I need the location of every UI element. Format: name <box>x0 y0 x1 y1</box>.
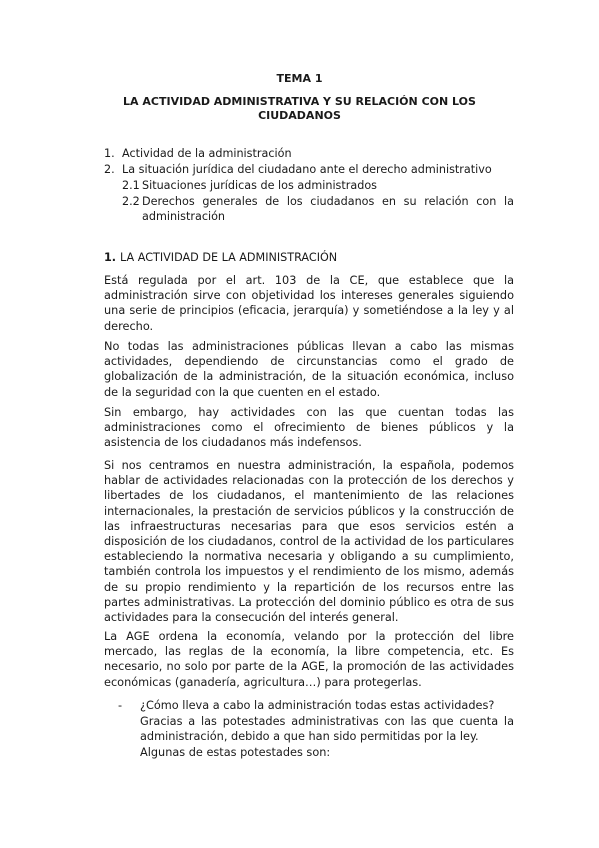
bullet-dash: - <box>118 699 123 712</box>
tema-heading: TEMA 1 <box>276 72 323 85</box>
paragraph: La AGE ordena la economía, velando por la protección del libre mercado, las reglas de la economía, la libre competencia, etc. Es necesario, no solo por parte de la AGE, la promoción de las actividades económicas (ganadería, agricultura…) para protegerlas. <box>104 630 514 689</box>
toc-subitem-text: Derechos generales de los ciudadanos en su relación con la administración <box>142 195 514 223</box>
toc-subitem-number: 2.1 <box>122 179 140 192</box>
toc-item <box>104 146 514 161</box>
toc-item-text: La situación jurídica del ciudadano ante el derecho administrativo <box>122 163 492 176</box>
title-line-1: LA ACTIVIDAD ADMINISTRATIVA Y SU RELACIÓN CON LOS <box>123 95 476 108</box>
bullet-item <box>118 698 514 760</box>
section-heading <box>104 250 337 265</box>
bullet-line: ¿Cómo lleva a cabo la administración todas estas actividades? <box>140 699 495 712</box>
table-of-contents <box>104 146 514 225</box>
toc-item <box>104 162 514 177</box>
toc-subitem-text: Situaciones jurídicas de los administrados <box>142 179 377 192</box>
toc-subitem-number: 2.2 <box>122 195 140 208</box>
paragraph: Sin embargo, hay actividades con las que cuentan todas las administraciones como el ofrecimiento de bienes públicos y la asistencia de los ciudadanos más indefensos. <box>104 406 514 450</box>
paragraph: No todas las administraciones públicas llevan a cabo las mismas actividades, dependiendo de circunstancias como el grado de globalización de la administración, de la situación económica, incluso de la seguridad con la que cuenten en el estado. <box>104 340 514 399</box>
toc-item-number: 1. <box>104 147 115 160</box>
section-title: LA ACTIVIDAD DE LA ADMINISTRACIÓN <box>120 251 338 264</box>
paragraph: Está regulada por el art. 103 de la CE, que establece que la administración sirve con objetividad los intereses generales siguiendo una serie de principios (eficacia, jerarquía) y sometiéndose a la ley y al derecho. <box>104 274 514 333</box>
paragraph: Si nos centramos en nuestra administración, la española, podemos hablar de actividades relacionadas con la protección de los derechos y libertades de los ciudadanos, el mantenimiento de las relaciones internacionales, la prestación de servicios públicos y la construcción de las infraestructuras necesarias para que esos servicios estén a disposición de los ciudadanos, control de la actividad de los particulares estableciendo la normativa necesaria y obligando a su cumplimiento, también controla los impuestos y el rendimiento de los mismo, además de su propio rendimiento y la repartición de los recursos entre las partes administrativas. La protección del dominio público es otra de sus actividades para la consecución del interés general. <box>104 459 514 625</box>
toc-subitem <box>104 194 514 224</box>
section-number: 1. <box>104 251 117 264</box>
bullet-text <box>140 698 514 760</box>
bullet-line: Gracias a las potestades administrativas con las que cuenta la administración, debido a que han sido permitidas por la ley. <box>140 714 514 743</box>
toc-item-text: Actividad de la administración <box>122 147 292 160</box>
toc-subitem <box>104 178 514 193</box>
toc-item-number: 2. <box>104 163 115 176</box>
title-line-2: CIUDADANOS <box>258 109 341 122</box>
bullet-line: Algunas de estas potestades son: <box>140 745 331 759</box>
